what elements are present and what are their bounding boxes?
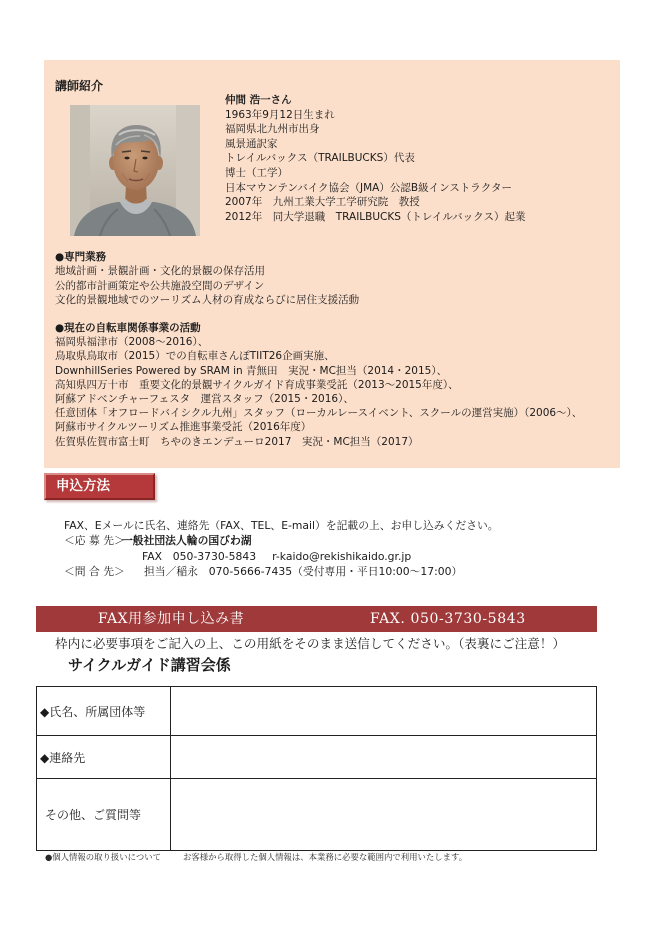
- form-field-contact: [171, 736, 597, 779]
- specialty-item: 公的都市計画策定や公共施設空間のデザイン: [55, 279, 265, 292]
- activities-section: [55, 321, 610, 449]
- apply-to-row: [64, 533, 624, 548]
- activity-item: 阿蘇アドベンチャーフェスタ 運営スタッフ（2015・2016）、: [55, 393, 354, 406]
- apply-fax: FAX 050-3730-5843: [142, 549, 257, 563]
- profile-line: 日本マウンテンバイク協会（JMA）公認B級インストラクター: [225, 181, 513, 194]
- fax-form-note: 枠内に必要事項をご記入の上、この用紙をそのまま送信してください。（表裏にご注意！）: [55, 636, 566, 651]
- fax-form-recipient: サイクルガイド講習会係: [68, 656, 231, 674]
- activities-heading: ●現在の自転車関係事業の活動: [55, 322, 201, 334]
- instructor-heading: 講師紹介: [55, 79, 104, 93]
- fax-form-table: [36, 686, 597, 851]
- privacy-title: ●個人情報の取り扱いについて: [45, 852, 162, 862]
- fax-form-title: FAX用参加申し込み書: [98, 611, 245, 627]
- profile-line: 1963年9月12日生まれ: [225, 108, 335, 121]
- activity-item: 任意団体「オフロードバイシクル九州」スタッフ（ローカルレースイベント、スクールの運営実施）（2006～）、: [55, 407, 583, 420]
- form-row-questions: [37, 779, 597, 851]
- activity-item: DownhillSeries Powered by SRAM in 青無田 実況・MC担当（2014・2015）、: [55, 364, 448, 377]
- fax-form-banner: [36, 606, 597, 632]
- profile-line: 2007年 九州工業大学工学研究院 教授: [225, 196, 420, 209]
- privacy-text: お客様から取得した個人情報は、本業務に必要な範囲内で利用いたします。: [183, 852, 468, 862]
- activity-item: 佐賀県佐賀市富士町 ちやのきエンデューロ2017 実況・MC担当（2017）: [55, 435, 419, 448]
- application-heading-tab: 申込方法: [44, 473, 155, 500]
- instructor-name: 仲間 浩一さん: [225, 94, 292, 106]
- form-field-questions: [171, 779, 597, 851]
- inquiry-label: ＜問 合 先＞: [64, 564, 125, 578]
- inquiry-row: [64, 564, 624, 579]
- activity-item: 福岡県福津市（2008～2016）、: [55, 336, 209, 349]
- profile-line: トレイルバックス（TRAILBUCKS）代表: [225, 152, 415, 165]
- profile-line: 風景通訳家: [225, 137, 278, 150]
- apply-to-label: ＜応 募 先＞: [64, 534, 125, 548]
- form-field-name: [171, 687, 597, 736]
- specialty-item: 文化的景観地域でのツーリズム人材の育成ならびに居住支援活動: [55, 294, 360, 307]
- form-label-name: ◆氏名、所属団体等: [37, 687, 171, 736]
- form-label-contact: ◆連絡先: [37, 736, 171, 779]
- specialty-heading: ●専門業務: [55, 251, 107, 263]
- apply-to-organization: 一般社団法人輪の国びわ湖: [122, 534, 252, 548]
- profile-line: 福岡県北九州市出身: [225, 123, 320, 136]
- profile-line: 博士（工学）: [225, 166, 288, 179]
- apply-contact-row: [64, 549, 624, 564]
- application-instruction: FAX、Eメールに氏名、連絡先（FAX、TEL、E-mail）を記載の上、お申し込みください。: [64, 519, 499, 532]
- activity-item: 鳥取県鳥取市（2015）での自転車さんぽTIIT26企画実施、: [55, 350, 335, 363]
- form-row-contact: [37, 736, 597, 779]
- privacy-footer: [45, 852, 645, 862]
- form-row-name: [37, 687, 597, 736]
- form-label-questions: その他、ご質問等: [37, 779, 171, 851]
- instructor-profile: [225, 93, 605, 224]
- activity-item: 高知県四万十市 重要文化的景観サイクルガイド育成事業受託（2013～2015年度）、: [55, 378, 459, 391]
- specialty-section: [55, 250, 610, 308]
- specialty-item: 地域計画・景観計画・文化的景観の保存活用: [55, 265, 265, 278]
- instructor-photo: [70, 105, 200, 236]
- profile-line: 2012年 同大学退職 TRAILBUCKS（トレイルバックス）起業: [225, 210, 526, 223]
- instructor-section: [44, 60, 620, 468]
- fax-form-number: FAX. 050-3730-5843: [370, 611, 526, 627]
- activity-item: 阿蘇市サイクルツーリズム推進事業受託（2016年度）: [55, 421, 312, 434]
- apply-email: r-kaido@rekishikaido.gr.jp: [272, 549, 412, 563]
- instructor-portrait: [70, 105, 200, 236]
- application-details: [64, 518, 624, 579]
- inquiry-contact: 担当／稲永 070-5666-7435（受付専用・平日10:00～17:00）: [144, 564, 463, 578]
